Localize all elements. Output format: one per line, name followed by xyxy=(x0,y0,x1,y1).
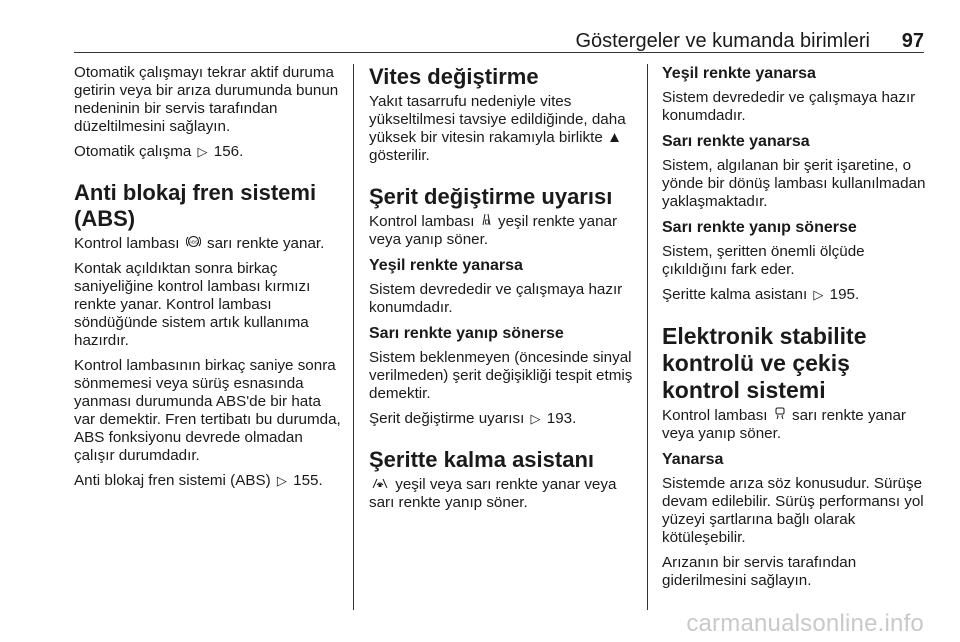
abs-reference-page[interactable]: 155. xyxy=(293,472,323,489)
lane-change-paragraph xyxy=(369,213,637,249)
lane-keep-yellow-heading: Sarı renkte yanarsa xyxy=(662,133,810,150)
column-divider-right xyxy=(647,64,648,610)
abs-paragraph-1-pre: Kontrol lambası xyxy=(74,235,180,252)
esc-heading: Elektronik stabilite kontrolü ve çekiş kontrol sistemi xyxy=(662,323,867,403)
column-middle xyxy=(369,64,637,519)
column-divider-left xyxy=(353,64,354,610)
column-right xyxy=(662,64,930,597)
section-gap xyxy=(662,311,930,323)
lane-change-reference xyxy=(369,410,637,428)
abs-paragraph-3: Kontrol lambasının birkaç saniye sonra sönmemesi veya sürüş esnasında yanması durumunda ABS'de bir hata var demektir. Fren tertibatı bu durumda, ABS fonksiyonu devrede olmadan çalışır durumdadır. xyxy=(74,357,341,464)
page-header xyxy=(0,0,960,52)
reference-arrow-icon: ▷ xyxy=(530,411,541,426)
abs-reference-text: Anti blokaj fren sistemi (ABS) xyxy=(74,472,271,489)
watermark: carmanualsonline.info xyxy=(686,610,924,637)
lane-change-green-heading: Yeşil renkte yanarsa xyxy=(369,257,523,274)
lane-keep-heading: Şeritte kalma asistanı xyxy=(369,447,595,472)
page-header-title: Göstergeler ve kumanda birimleri xyxy=(575,30,870,52)
abs-paragraph-1-post: sarı renkte yanar. xyxy=(207,235,325,252)
reference-arrow-icon: ▷ xyxy=(813,287,824,302)
esc-paragraph-post: sarı renkte yanar veya yanıp söner. xyxy=(662,407,906,442)
column-left xyxy=(74,64,346,497)
lane-change-yellow-blink-heading: Sarı renkte yanıp sönerse xyxy=(369,325,564,342)
lane-keep-reference-text: Şeritte kalma asistanı xyxy=(662,286,808,303)
auto-mode-reference-text: Otomatik çalışma xyxy=(74,143,192,160)
lane-keep-reference xyxy=(662,286,930,304)
lane-keep-paragraph xyxy=(369,476,637,512)
lane-change-icon xyxy=(479,213,494,231)
lane-change-heading: Şerit değiştirme uyarısı xyxy=(369,184,613,209)
lane-keep-yellow-blink-paragraph: Sistem, şeritten önemli ölçüde çıkıldığını fark eder. xyxy=(662,243,865,278)
svg-text:ABS: ABS xyxy=(188,239,198,245)
intro-paragraph: Otomatik çalışmayı tekrar aktif duruma getirin veya bir arıza durumunda bunun nedeninin bir servis tarafından düzeltilmesini sağlayın. xyxy=(74,64,339,135)
esc-on-paragraph-1: Sistemde arıza söz konusudur. Sürüşe devam edilebilir. Sürüş performansı yol yüzeyi şartlarına bağlı olarak kötüleşebilir. xyxy=(662,475,924,546)
lane-change-reference-page[interactable]: 193. xyxy=(546,410,577,427)
section-gap xyxy=(74,168,346,180)
gear-shift-heading: Vites değiştirme xyxy=(369,64,539,89)
esc-paragraph-pre: Kontrol lambası xyxy=(662,407,768,424)
abs-heading: Anti blokaj fren sistemi (ABS) xyxy=(74,180,317,231)
lane-keep-yellow-blink-heading: Sarı renkte yanıp sönerse xyxy=(662,219,857,236)
reference-arrow-icon: ▷ xyxy=(276,473,287,488)
lane-keep-paragraph-text: yeşil veya sarı renkte yanar veya sarı renkte yanıp söner. xyxy=(369,476,617,511)
lane-keep-reference-page[interactable]: 195. xyxy=(829,286,860,303)
lane-keep-green-heading: Yeşil renkte yanarsa xyxy=(662,65,816,82)
lane-change-paragraph-pre: Kontrol lambası xyxy=(369,213,475,230)
abs-paragraph-2: Kontak açıldıktan sonra birkaç saniyeliğine kontrol lambası kırmızı renkte yanar. Kontrol lambası söndüğünde sistem artık kullanıma hazırdır. xyxy=(74,260,311,349)
gear-shift-paragraph-pre: Yakıt tasarrufu nedeniyle vites yükseltilmesi tavsiye edildiğinde, daha yüksek bir vitesin rakamıyla birlikte xyxy=(369,93,626,146)
lane-change-reference-text: Şerit değiştirme uyarısı xyxy=(369,410,525,427)
esc-on-heading: Yanarsa xyxy=(662,451,724,468)
lane-change-yellow-blink-paragraph: Sistem beklenmeyen (öncesinde sinyal verilmeden) şerit değişikliği tespit etmiş demektir. xyxy=(369,349,633,402)
up-triangle-icon: ▲ xyxy=(607,129,623,146)
lane-change-paragraph-post: yeşil renkte yanar veya yanıp söner. xyxy=(369,213,618,248)
esc-paragraph xyxy=(662,407,930,443)
lane-keep-green-paragraph: Sistem devrededir ve çalışmaya hazır konumdadır. xyxy=(662,89,916,124)
abs-paragraph-1 xyxy=(74,235,346,253)
abs-warning-icon xyxy=(184,235,203,253)
lane-keep-icon xyxy=(369,476,391,494)
page-number: 97 xyxy=(901,30,924,52)
esc-skid-icon xyxy=(772,407,788,425)
gear-shift-paragraph-post: gösterilir. xyxy=(369,147,430,164)
abs-reference xyxy=(74,472,346,490)
section-gap xyxy=(369,172,637,184)
esc-on-paragraph-2: Arızanın bir servis tarafından giderilmesini sağlayın. xyxy=(662,554,857,589)
lane-change-green-paragraph: Sistem devrededir ve çalışmaya hazır konumdadır. xyxy=(369,281,623,316)
auto-mode-reference xyxy=(74,143,346,161)
lane-keep-yellow-paragraph: Sistem, algılanan bir şerit işaretine, o yönde bir dönüş lambası kullanılmadan yaklaşmaktadır. xyxy=(662,157,926,210)
section-gap xyxy=(369,435,637,447)
gear-shift-paragraph xyxy=(369,93,637,165)
auto-mode-reference-page[interactable]: 156. xyxy=(213,143,244,160)
header-rule xyxy=(74,52,924,53)
reference-arrow-icon: ▷ xyxy=(197,144,208,159)
